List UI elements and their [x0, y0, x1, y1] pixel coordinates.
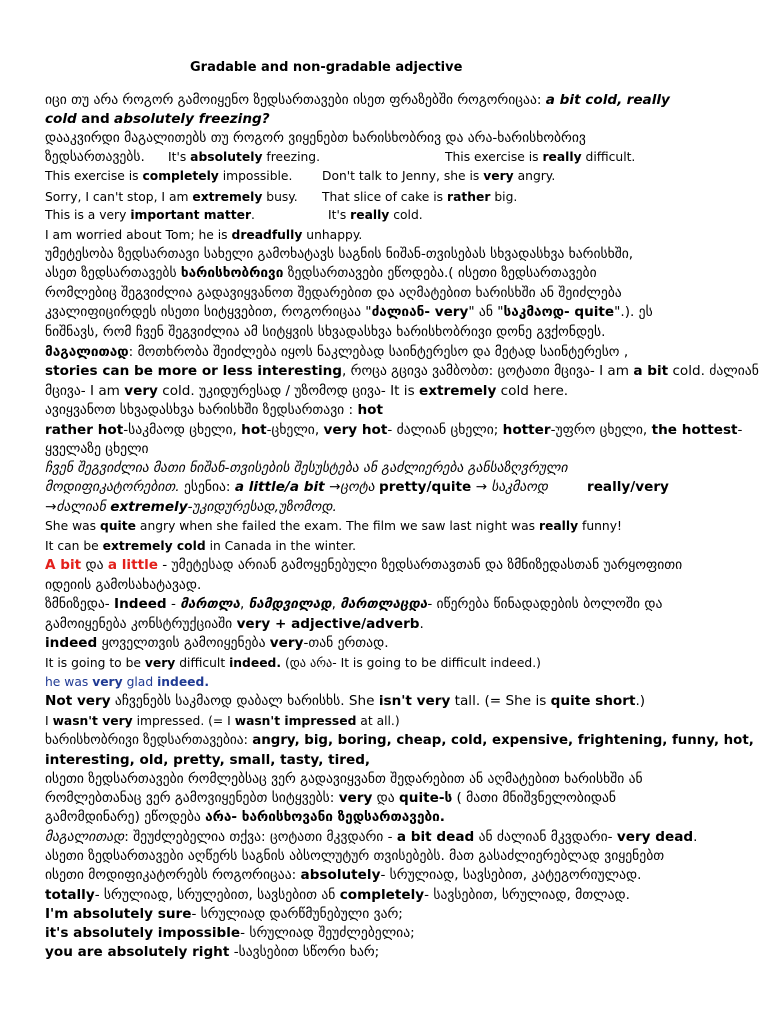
text-line: rather hot-საკმაოდ ცხელი, hot-ცხელი, very hot- ძალიან ცხელი; hotter-უფრო ცხელი, the hottest- [45, 422, 743, 438]
text-line: გამომდინარე) ეწოდება არა- ხარისხოვანი ზედსართავები. [45, 809, 445, 825]
example-sentence: Sorry, I can't stop, I am extremely busy. [45, 190, 298, 204]
text-line: ისეთი ზედსართავები რომლებსაც ვერ გადავიყვანთ შედარებით ან აღმატებით ხარისხში ან [45, 771, 643, 787]
text-line: ყველაზე ცხელი [45, 441, 149, 457]
example-sentence: he was very glad indeed. [45, 675, 209, 689]
text-line: რომლებთანაც ვერ გამოვიყენებთ სიტყვებს: very და quite-ს ( მათი მნიშვნელობიდან [45, 790, 616, 806]
text-line: ასეთ ზედსართავებს ხარისხობრივი ზედსართავები ეწოდება.( ისეთი ზედსართავები [45, 265, 597, 281]
text-line: it's absolutely impossible- სრულიად შეუძლებელია; [45, 925, 415, 941]
example-sentence: It is going to be very difficult indeed. (და არა- It is going to be difficult indeed.) [45, 656, 541, 670]
text-line: იდეიის გამოსახატავად. [45, 577, 202, 593]
text-line: A bit და a little - უმეტესად არიან გამოყენებული ზედსართავთან და ზმნიზედასთან უარყოფითი [45, 557, 683, 573]
example-sentence: I am worried about Tom; he is dreadfully unhappy. [45, 228, 363, 242]
text-line: მოდიფიკატორებით. ესენია: a little/a bit →ცოტა pretty/quite → საკმაოდ [45, 479, 549, 495]
text-line: ავიყვანოთ სხვადასხვა ხარისხში ზედსართავი : hot [45, 402, 383, 418]
example-sentence: She was quite angry when she failed the exam. The film we saw last night was really funny! [45, 519, 622, 533]
example-sentence: That slice of cake is rather big. [322, 190, 518, 204]
example-sentence: This is a very important matter. [45, 208, 255, 222]
text-line: really/very [587, 479, 669, 495]
text-line: რომლებიც შეგვიძლია გადავიყვანოთ შედარებით და აღმატებით ხარისხში ან შეიძლება [45, 285, 622, 301]
text-line: cold and absolutely freezing? [45, 111, 270, 127]
example-sentence: It can be extremely cold in Canada in the winter. [45, 539, 357, 553]
text-line: totally- სრულიად, სრულებით, სავსებით ან completely- სავსებით, სრულიად, მთლად. [45, 887, 630, 903]
example-sentence: This exercise is completely impossible. [45, 169, 293, 183]
text-line: ზედსართავებს. [45, 149, 145, 165]
text-line: მაგალითად: შეუძლებელია თქვა: ცოტათი მკვდარი - a bit dead ან ძალიან მკვდარი- very dead. [45, 829, 698, 845]
text-line: ხარისხობრივი ზედსართავებია: angry, big, boring, cheap, cold, expensive, frightening, funny, hot, [45, 733, 754, 748]
example-sentence: It's really cold. [328, 208, 423, 222]
text-line: ზმნიზედა- Indeed - მართლა, ნამდვილად, მართლაცდა- იწერება წინადადების ბოლოში და [45, 596, 663, 612]
example-sentence: I wasn't very impressed. (= I wasn't impressed at all.) [45, 714, 400, 728]
example-sentence: Don't talk to Jenny, she is very angry. [322, 169, 556, 183]
text-line: ისეთი მოდიფიკატორებს როგორიცაა: absolutely- სრულიად, სავსებით, კატეგორიულად. [45, 867, 642, 883]
text-line: კვალიფიცირდეს ისეთი სიტყვებით, როგორიცაა "ძალიან- very" ან "საკმაოდ- quite".). ეს [45, 304, 653, 320]
text-line: ნიშნავს, რომ ჩვენ შეგვიძლია ამ სიტყვის სხვადასხვა ხარისხობრივი დონე გვქონდეს. [45, 324, 606, 340]
text-line: ჩვენ შეგვიძლია მათი ნიშან-თვისების შესუსტება ან გაძლიერება განსაზღვრული [45, 460, 568, 476]
text-line: გამოიყენება კონსტრუქციაში very + adjective/adverb. [45, 616, 424, 632]
text-line: ასეთი ზედსართავები აღწერს საგნის აბსოლუტურ თვისებებს. მათ გასაძლიერებლად ვიყენებთ [45, 848, 665, 864]
text-line: interesting, old, pretty, small, tasty, tired, [45, 752, 371, 768]
text-line: you are absolutely right -სავსებით სწორი ხარ; [45, 944, 380, 960]
text-line: უმეტესობა ზედსართავი სახელი გამოხატავს საგნის ნიშან-თვისებას სხვადასხვა ხარისხში, [45, 246, 634, 262]
text-line: დააკვირდი მაგალითებს თუ როგორ ვიყენებთ ხარისხობრივ და არა-ხარისხობრივ [45, 130, 586, 146]
text-line: მცივა- I am very cold. უკიდურესად / უზომოდ ცივა- It is extremely cold here. [45, 383, 569, 399]
text-line: I'm absolutely sure- სრულიად დარწმუნებული ვარ; [45, 906, 403, 922]
text-line: stories can be more or less interesting, როცა გცივა ვამბობთ: ცოტათი მცივა- I am a bit cold. ძალიან [45, 363, 759, 379]
text-line: იცი თუ არა როგორ გამოიყენო ზედსართავები ისეთ ფრაზებში როგორიცაა: a bit cold, really [45, 92, 670, 108]
text-line: Not very აჩვენებს საკმაოდ დაბალ ხარისხს. She isn't very tall. (= She is quite short.) [45, 693, 646, 709]
page-title: Gradable and non-gradable adjective [190, 60, 463, 75]
text-line: მაგალითად: მოთხრობა შეიძლება იყოს ნაკლებად საინტერესო და მეტად საინტერესო , [45, 344, 629, 360]
example-sentence: This exercise is really difficult. [445, 150, 636, 164]
text-line: →ძალიან extremely-უკიდურესად,უზომოდ. [45, 499, 337, 515]
text-line: indeed ყოველთვის გამოიყენება very-თან ერთად. [45, 635, 389, 651]
example-sentence: It's absolutely freezing. [168, 150, 321, 164]
